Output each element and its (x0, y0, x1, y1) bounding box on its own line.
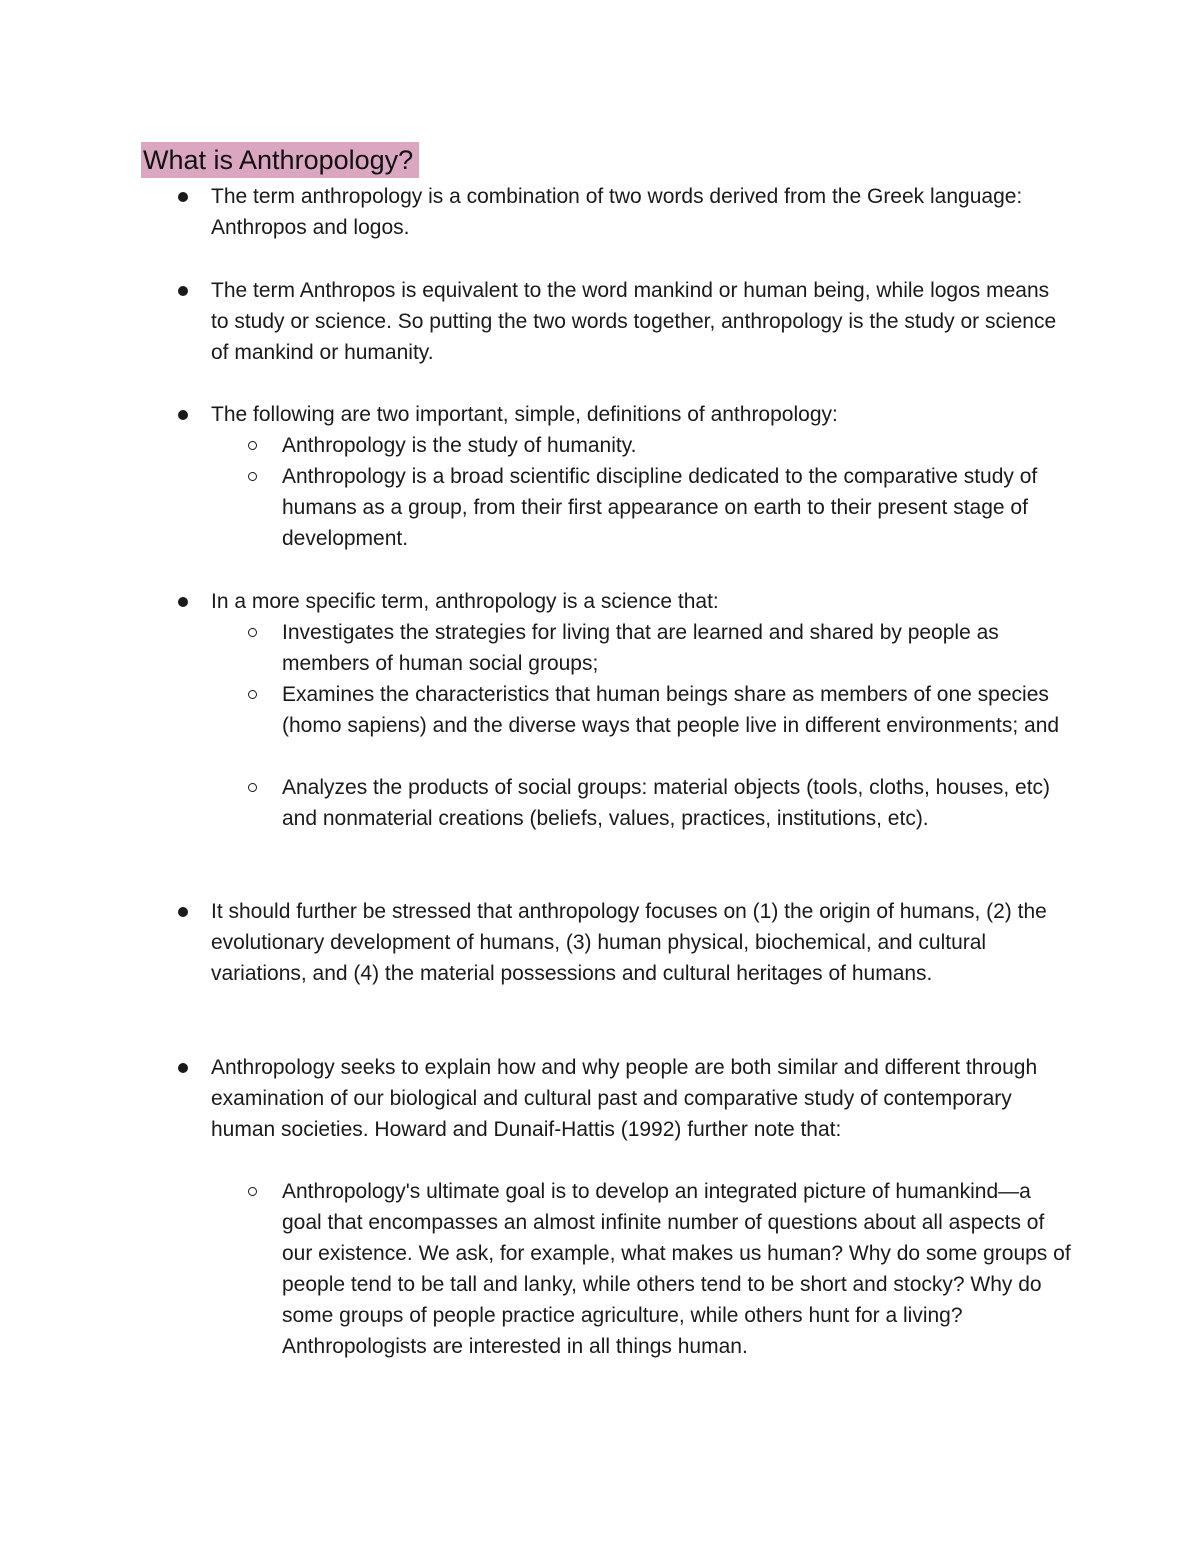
sub-bullet-circle (248, 783, 257, 792)
bullet-text: The term anthropology is a combination of two words derived from the Greek language: Anthropos and logos. (211, 185, 1023, 239)
bullet-disc (178, 410, 188, 420)
bullet-text: It should further be stressed that anthropology focuses on (1) the origin of humans, (2) the evolutionary development of humans, (3) human physical, biochemical, and cultural variations, and (4) the material possessions and cultural heritages of humans. (211, 900, 1047, 985)
bullet-disc (178, 192, 188, 202)
sub-bullet-circle (248, 441, 257, 450)
bullet-disc (178, 597, 188, 607)
bullet-text: Anthropology seeks to explain how and why people are both similar and different through examination of our biological and cultural past and comparative study of contemporary human societies. Howard and Dunaif-Hattis (1992) further note that: (211, 1056, 1038, 1141)
sub-bullet-text: Investigates the strategies for living that are learned and shared by people as members of human social groups; (282, 621, 999, 675)
sub-bullet-circle (248, 628, 257, 637)
sub-bullet-text: Analyzes the products of social groups: material objects (tools, cloths, houses, etc) and nonmaterial creations (beliefs, values, practices, institutions, etc). (282, 776, 1051, 830)
bullet-text: In a more specific term, anthropology is a science that: (211, 590, 719, 613)
bullet-text: The term Anthropos is equivalent to the word mankind or human being, while logos means to study or science. So putting the two words together, anthropology is the study or science of mankind or humanity. (211, 279, 1057, 364)
sub-bullet-text: Examines the characteristics that human beings share as members of one species (homo sapiens) and the diverse ways that people live in different environments; and (282, 683, 1060, 737)
bullet-text: The following are two important, simple, definitions of anthropology: (211, 403, 838, 426)
sub-bullet-circle (248, 472, 257, 481)
sub-bullet-text: Anthropology's ultimate goal is to develop an integrated picture of humankind—a goal that encompasses an almost infinite number of questions about all aspects of our existence. We ask, for example, what makes us human? Why do some groups of people tend to be tall and lanky, while others tend to be short and stocky? Why do some groups of people practice agriculture, while others hunt for a living? Anthropologists are interested in all things human. (282, 1180, 1071, 1358)
sub-bullet-text: Anthropology is the study of humanity. (282, 434, 637, 457)
bullet-disc (178, 1063, 188, 1073)
page-title: What is Anthropology? (141, 142, 419, 178)
sub-bullet-circle (248, 690, 257, 699)
bullet-disc (178, 286, 188, 296)
bullet-disc (178, 907, 188, 917)
sub-bullet-text: Anthropology is a broad scientific discipline dedicated to the comparative study of humans as a group, from their first appearance on earth to their present stage of development. (282, 465, 1038, 550)
sub-bullet-circle (248, 1187, 257, 1196)
